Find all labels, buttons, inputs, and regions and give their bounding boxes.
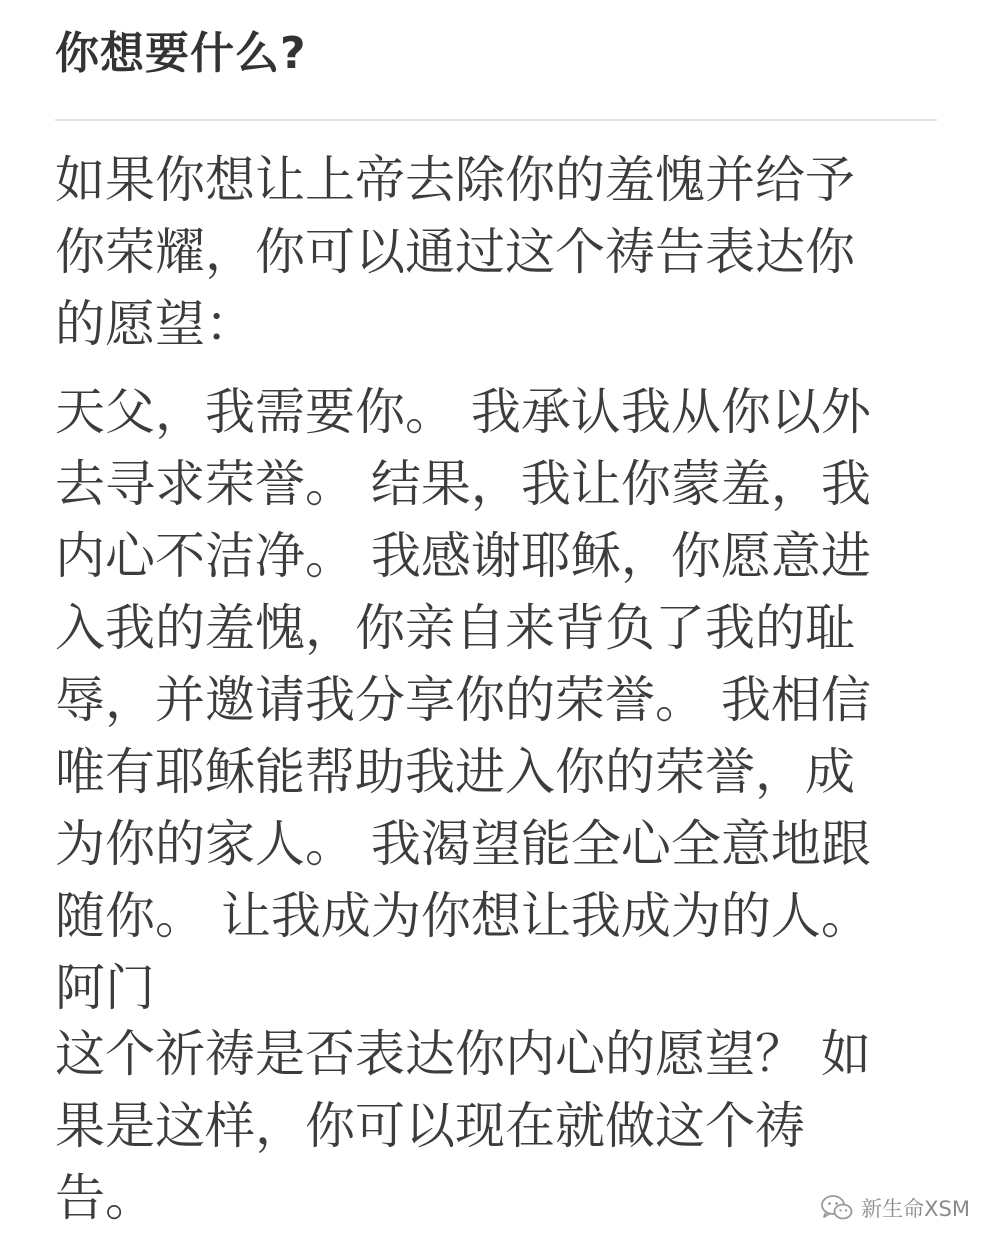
paragraph-line: 去寻求荣誉。 结果，我让你蒙羞，我 — [55, 455, 871, 513]
paragraph-line: 为你的家人。 我渴望能全心全意地跟 — [55, 815, 871, 873]
paragraph-line: 如果你想让上帝去除你的羞愧并给予 — [55, 151, 855, 209]
page-title: 你想要什么? — [55, 28, 307, 79]
wechat-icon — [821, 1194, 853, 1222]
paragraph-line: 阿门 — [55, 959, 155, 1017]
paragraph-line: 果是这样，你可以现在就做这个祷 — [55, 1097, 805, 1155]
paragraph-line: 这个祈祷是否表达你内心的愿望？ 如 — [55, 1025, 871, 1083]
paragraph-line: 唯有耶稣能帮助我进入你的荣誉，成 — [55, 743, 855, 801]
paragraph-line: 辱，并邀请我分享你的荣誉。 我相信 — [55, 671, 871, 729]
paragraph-line: 你荣耀，你可以通过这个祷告表达你 — [55, 223, 855, 281]
paragraph-line: 告。 — [55, 1169, 155, 1227]
intro-paragraph — [55, 144, 937, 360]
watermark-text: 新生命XSM — [861, 1197, 970, 1221]
paragraph-line: 入我的羞愧，你亲自来背负了我的耻 — [55, 599, 855, 657]
title-divider — [55, 119, 937, 121]
paragraph-line: 的愿望： — [55, 295, 255, 353]
closing-paragraph — [55, 1018, 937, 1234]
watermark — [821, 1188, 970, 1228]
paragraph-line: 随你。 让我成为你想让我成为的人。 — [55, 887, 871, 945]
paragraph-line: 天父，我需要你。 我承认我从你以外 — [55, 383, 871, 441]
paragraph-line: 内心不洁净。 我感谢耶稣，你愿意进 — [55, 527, 871, 585]
prayer-paragraph — [55, 376, 937, 1024]
